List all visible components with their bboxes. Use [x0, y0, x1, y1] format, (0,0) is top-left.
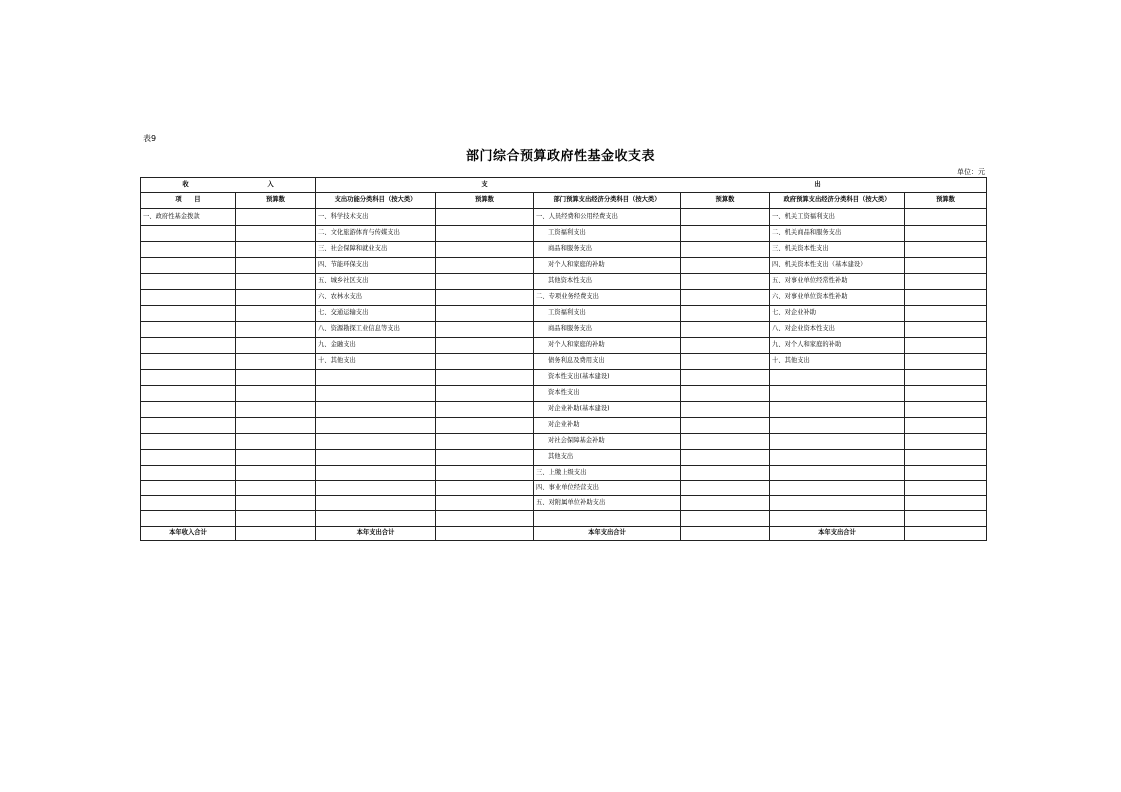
func-item-cell	[316, 386, 436, 402]
income-budget-cell	[236, 450, 316, 466]
table-row	[141, 226, 987, 242]
dept-budget-cell	[681, 450, 770, 466]
func-budget-cell	[436, 274, 534, 290]
dept-budget-cell	[681, 466, 770, 481]
func-budget-cell	[436, 481, 534, 496]
func-total-label: 本年支出合计	[316, 527, 436, 541]
expense-group-header	[316, 178, 987, 193]
gov-item-cell: 二、机关商品和服务支出	[770, 226, 905, 242]
func-item-cell: 二、文化旅游体育与传媒支出	[316, 226, 436, 242]
func-budget-cell	[436, 466, 534, 481]
gov-budget-cell	[905, 322, 987, 338]
func-budget-cell	[436, 386, 534, 402]
func-item-cell	[316, 496, 436, 511]
income-item-cell	[141, 434, 236, 450]
col-header-dept-econ: 部门预算支出经济分类科目（按大类）	[534, 193, 681, 209]
func-budget-cell	[436, 209, 534, 226]
func-budget-cell	[436, 258, 534, 274]
gov-budget-cell	[905, 434, 987, 450]
func-item-cell: 三、社会保障和就业支出	[316, 242, 436, 258]
table-row	[141, 306, 987, 322]
income-item-cell	[141, 354, 236, 370]
gov-budget-cell	[905, 242, 987, 258]
dept-budget-cell	[681, 274, 770, 290]
income-item-cell	[141, 402, 236, 418]
dept-budget-cell	[681, 209, 770, 226]
header-row-group	[141, 178, 987, 193]
dept-item-cell: 对企业补助(基本建设)	[534, 402, 681, 418]
gov-budget-cell	[905, 209, 987, 226]
gov-budget-cell	[905, 450, 987, 466]
gov-item-cell	[770, 434, 905, 450]
func-budget-cell	[436, 306, 534, 322]
income-item-cell	[141, 450, 236, 466]
gov-budget-cell	[905, 290, 987, 306]
dept-budget-cell	[681, 338, 770, 354]
header-row-columns	[141, 193, 987, 209]
gov-budget-cell	[905, 466, 987, 481]
table-row	[141, 434, 987, 450]
gov-budget-cell	[905, 511, 987, 527]
income-item-cell	[141, 338, 236, 354]
dept-item-cell: 债务利息及费用支出	[534, 354, 681, 370]
page-title: 部门综合预算政府性基金收支表	[465, 149, 655, 164]
table-row	[141, 450, 987, 466]
dept-total-label: 本年支出合计	[534, 527, 681, 541]
gov-item-cell	[770, 496, 905, 511]
col-header-item: 项 目	[141, 193, 236, 209]
income-group-char-1: 收	[182, 180, 189, 188]
income-item-cell	[141, 226, 236, 242]
dept-budget-cell	[681, 290, 770, 306]
gov-item-cell	[770, 418, 905, 434]
func-item-cell	[316, 450, 436, 466]
func-budget-cell	[436, 418, 534, 434]
table-row	[141, 370, 987, 386]
col-header-gov-econ: 政府预算支出经济分类科目（按大类）	[770, 193, 905, 209]
gov-item-cell	[770, 386, 905, 402]
income-budget-cell	[236, 402, 316, 418]
income-item-cell: 一、政府性基金拨款	[141, 209, 236, 226]
func-budget-cell	[436, 496, 534, 511]
col-header-budget-income: 预算数	[236, 193, 316, 209]
gov-budget-cell	[905, 338, 987, 354]
expense-group-char-1: 支	[481, 180, 488, 188]
income-budget-cell	[236, 466, 316, 481]
dept-budget-cell	[681, 370, 770, 386]
income-item-cell	[141, 370, 236, 386]
func-item-cell	[316, 370, 436, 386]
gov-item-cell	[770, 402, 905, 418]
table-row	[141, 418, 987, 434]
income-item-cell	[141, 466, 236, 481]
gov-total-value	[905, 527, 987, 541]
dept-item-cell: 商品和服务支出	[534, 242, 681, 258]
func-item-cell	[316, 466, 436, 481]
totals-row	[141, 527, 987, 541]
func-budget-cell	[436, 402, 534, 418]
income-item-cell	[141, 481, 236, 496]
gov-item-cell: 八、对企业资本性支出	[770, 322, 905, 338]
income-item-cell	[141, 386, 236, 402]
dept-total-value	[681, 527, 770, 541]
income-budget-cell	[236, 322, 316, 338]
col-header-func: 支出功能分类科目（按大类）	[316, 193, 436, 209]
dept-budget-cell	[681, 402, 770, 418]
income-item-cell	[141, 418, 236, 434]
gov-budget-cell	[905, 226, 987, 242]
gov-item-cell: 一、机关工资福利支出	[770, 209, 905, 226]
col-header-budget-func: 预算数	[436, 193, 534, 209]
gov-item-cell	[770, 481, 905, 496]
gov-item-cell: 三、机关资本性支出	[770, 242, 905, 258]
income-total-label: 本年收入合计	[141, 527, 236, 541]
dept-budget-cell	[681, 242, 770, 258]
dept-item-cell: 四、事业单位经营支出	[534, 481, 681, 496]
func-budget-cell	[436, 338, 534, 354]
func-budget-cell	[436, 434, 534, 450]
func-item-cell: 九、金融支出	[316, 338, 436, 354]
income-item-cell	[141, 290, 236, 306]
dept-item-cell: 对社会保障基金补助	[534, 434, 681, 450]
dept-budget-cell	[681, 496, 770, 511]
table-row	[141, 322, 987, 338]
dept-budget-cell	[681, 354, 770, 370]
table-row	[141, 511, 987, 527]
dept-budget-cell	[681, 226, 770, 242]
table-row	[141, 386, 987, 402]
income-budget-cell	[236, 242, 316, 258]
dept-item-cell: 五、对附属单位补助支出	[534, 496, 681, 511]
gov-item-cell: 六、对事业单位资本性补助	[770, 290, 905, 306]
income-item-cell	[141, 511, 236, 527]
func-item-cell	[316, 402, 436, 418]
income-budget-cell	[236, 386, 316, 402]
func-item-cell: 四、节能环保支出	[316, 258, 436, 274]
dept-item-cell: 一、人员经费和公用经费支出	[534, 209, 681, 226]
col-header-budget-gov: 预算数	[905, 193, 987, 209]
gov-item-cell	[770, 370, 905, 386]
gov-item-cell: 七、对企业补助	[770, 306, 905, 322]
gov-item-cell: 十、其他支出	[770, 354, 905, 370]
func-item-cell: 一、科学技术支出	[316, 209, 436, 226]
income-item-cell	[141, 496, 236, 511]
dept-budget-cell	[681, 511, 770, 527]
gov-budget-cell	[905, 258, 987, 274]
table-row	[141, 209, 987, 226]
income-budget-cell	[236, 209, 316, 226]
dept-item-cell: 二、专项业务经费支出	[534, 290, 681, 306]
dept-budget-cell	[681, 306, 770, 322]
col-header-budget-dept: 预算数	[681, 193, 770, 209]
gov-budget-cell	[905, 306, 987, 322]
func-budget-cell	[436, 450, 534, 466]
func-item-cell	[316, 481, 436, 496]
dept-item-cell: 商品和服务支出	[534, 322, 681, 338]
func-budget-cell	[436, 290, 534, 306]
income-budget-cell	[236, 511, 316, 527]
income-budget-cell	[236, 306, 316, 322]
gov-budget-cell	[905, 274, 987, 290]
income-item-cell	[141, 274, 236, 290]
dept-item-cell: 工资福利支出	[534, 226, 681, 242]
gov-item-cell	[770, 466, 905, 481]
func-total-value	[436, 527, 534, 541]
income-budget-cell	[236, 418, 316, 434]
budget-table	[140, 177, 987, 541]
dept-item-cell: 对个人和家庭的补助	[534, 258, 681, 274]
table-row	[141, 496, 987, 511]
table-row	[141, 258, 987, 274]
income-budget-cell	[236, 434, 316, 450]
func-item-cell: 六、农林水支出	[316, 290, 436, 306]
income-group-char-2: 入	[267, 180, 274, 188]
gov-budget-cell	[905, 418, 987, 434]
income-budget-cell	[236, 338, 316, 354]
income-item-cell	[141, 242, 236, 258]
income-item-cell	[141, 258, 236, 274]
income-budget-cell	[236, 370, 316, 386]
gov-budget-cell	[905, 370, 987, 386]
table-number: 表9	[143, 134, 157, 143]
gov-item-cell	[770, 450, 905, 466]
gov-item-cell: 九、对个人和家庭的补助	[770, 338, 905, 354]
dept-budget-cell	[681, 481, 770, 496]
func-item-cell: 十、其他支出	[316, 354, 436, 370]
func-item-cell	[316, 511, 436, 527]
unit-label: 单位：元	[957, 168, 985, 176]
func-item-cell: 五、城乡社区支出	[316, 274, 436, 290]
table-row	[141, 242, 987, 258]
dept-budget-cell	[681, 322, 770, 338]
gov-total-label: 本年支出合计	[770, 527, 905, 541]
dept-item-cell: 工资福利支出	[534, 306, 681, 322]
income-budget-cell	[236, 290, 316, 306]
gov-budget-cell	[905, 354, 987, 370]
income-budget-cell	[236, 274, 316, 290]
dept-item-cell: 其他支出	[534, 450, 681, 466]
func-budget-cell	[436, 322, 534, 338]
func-item-cell	[316, 434, 436, 450]
expense-group-char-2: 出	[814, 180, 821, 188]
table-row	[141, 354, 987, 370]
func-budget-cell	[436, 511, 534, 527]
gov-budget-cell	[905, 496, 987, 511]
income-item-cell	[141, 322, 236, 338]
dept-budget-cell	[681, 258, 770, 274]
dept-item-cell	[534, 511, 681, 527]
table-row	[141, 290, 987, 306]
func-budget-cell	[436, 370, 534, 386]
income-group-header	[141, 178, 316, 193]
dept-item-cell: 资本性支出(基本建设)	[534, 370, 681, 386]
dept-item-cell: 资本性支出	[534, 386, 681, 402]
func-budget-cell	[436, 226, 534, 242]
dept-item-cell: 三、上缴上级支出	[534, 466, 681, 481]
dept-budget-cell	[681, 386, 770, 402]
income-budget-cell	[236, 481, 316, 496]
gov-budget-cell	[905, 481, 987, 496]
table-row	[141, 338, 987, 354]
func-item-cell: 七、交通运输支出	[316, 306, 436, 322]
gov-budget-cell	[905, 386, 987, 402]
table-row	[141, 481, 987, 496]
income-budget-cell	[236, 258, 316, 274]
dept-budget-cell	[681, 418, 770, 434]
income-budget-cell	[236, 496, 316, 511]
income-item-cell	[141, 306, 236, 322]
func-item-cell	[316, 418, 436, 434]
dept-item-cell: 对企业补助	[534, 418, 681, 434]
table-row	[141, 274, 987, 290]
func-budget-cell	[436, 242, 534, 258]
func-budget-cell	[436, 354, 534, 370]
gov-item-cell	[770, 511, 905, 527]
dept-item-cell: 对个人和家庭的补助	[534, 338, 681, 354]
dept-item-cell: 其他资本性支出	[534, 274, 681, 290]
income-total-value	[236, 527, 316, 541]
func-item-cell: 八、资源勘探工业信息等支出	[316, 322, 436, 338]
dept-budget-cell	[681, 434, 770, 450]
table-row	[141, 402, 987, 418]
gov-item-cell: 四、机关资本性支出（基本建设）	[770, 258, 905, 274]
gov-budget-cell	[905, 402, 987, 418]
income-budget-cell	[236, 226, 316, 242]
table-row	[141, 466, 987, 481]
gov-item-cell: 五、对事业单位经常性补助	[770, 274, 905, 290]
income-budget-cell	[236, 354, 316, 370]
